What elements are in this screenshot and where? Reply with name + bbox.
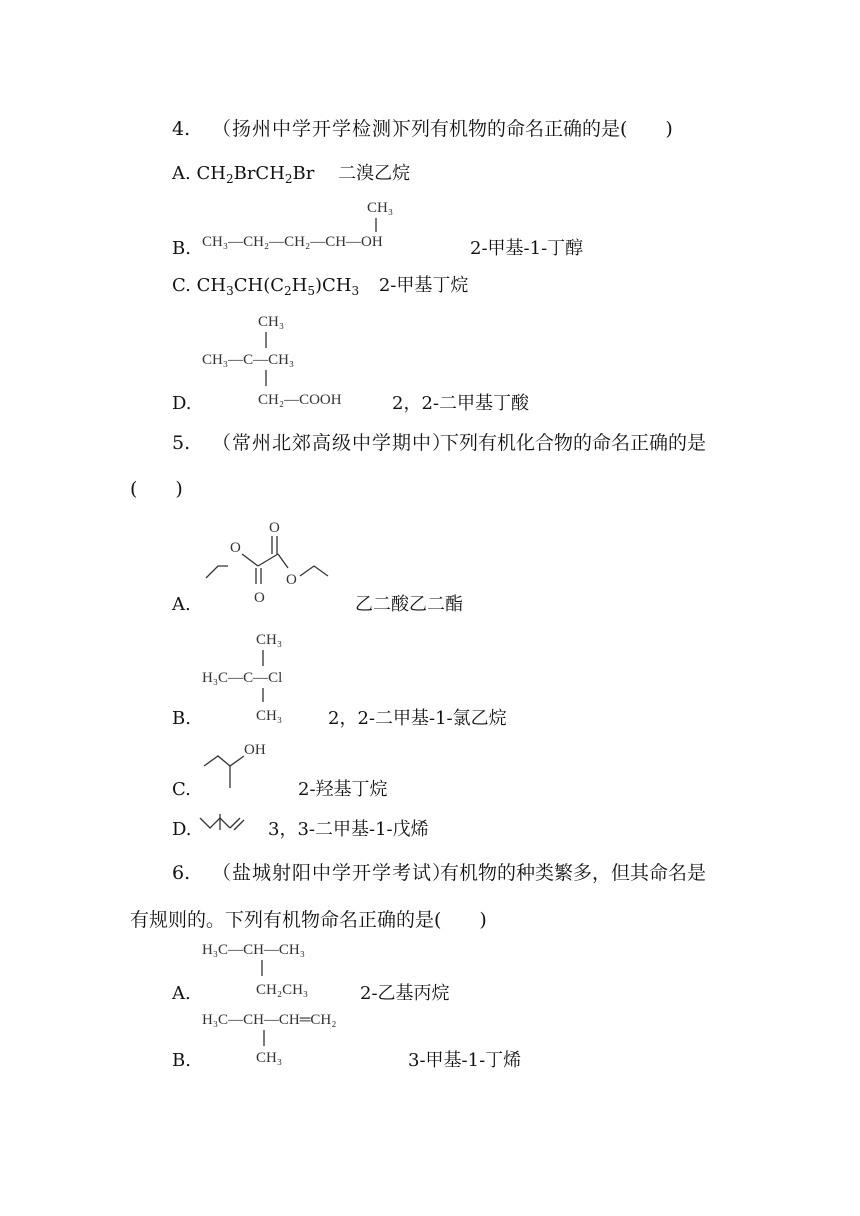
q6-option-a-letter: A. — [172, 983, 191, 1004]
q6-option-a-name: 2-乙基丙烷 — [360, 983, 450, 1004]
question-6-stem: 有机物的种类繁多，但其命名是 — [440, 862, 707, 884]
q4-option-c-formula: $CH_3CH(C_2H_5)CH_3$ — [196, 275, 360, 298]
q6-option-b-structure — [200, 1006, 400, 1068]
q5-option-b-name: 2，2-二甲基-1-氯乙烷 — [328, 708, 507, 729]
q4-option-a-name: 二溴乙烷 — [338, 163, 411, 184]
q5b-mid: H₃C—C—Cl — [202, 670, 283, 686]
q4-option-b-letter: B. — [172, 238, 191, 259]
q6b-top: H₃C—CH—CH═CH₂ — [202, 1012, 337, 1028]
q4-option-d-name: 2，2-二甲基丁酸 — [392, 393, 529, 414]
q5-option-d-structure — [198, 812, 260, 838]
q6b-bottom: CH₃ — [256, 1050, 283, 1066]
q5a-carbonyl-oxygen-bottom: O — [254, 590, 265, 606]
q4-option-c-letter: C. — [172, 275, 191, 296]
q5-option-c-structure — [200, 734, 290, 794]
question-5-answer-paren: ( ) — [130, 478, 183, 500]
q5a-ester-oxygen-right: O — [286, 572, 297, 588]
q5-option-a-letter: A. — [172, 594, 191, 615]
q4-option-a — [172, 163, 410, 190]
question-5-source: （常州北郊高级中学期中） — [212, 432, 453, 454]
q6-option-b-name: 3-甲基-1-丁烯 — [408, 1050, 522, 1071]
q5a-carbonyl-oxygen-top: O — [269, 520, 280, 536]
q5a-ester-oxygen-left: O — [230, 540, 241, 556]
q6a-bottom: CH₂CH₃ — [256, 982, 309, 998]
q6-option-b-letter: B. — [172, 1050, 191, 1071]
q6-option-a-structure — [200, 936, 350, 1000]
q4-option-c-name: 2-甲基丁烷 — [378, 275, 469, 296]
question-5-number: 5. — [172, 432, 191, 454]
question-6-source: （盐城射阳中学开学考试） — [212, 862, 453, 884]
q6a-top: H₃C—CH—CH₃ — [202, 942, 305, 958]
question-4-source: （扬州中学开学检测） — [212, 118, 413, 140]
q4d-top: CH₃ — [258, 314, 285, 330]
q5b-top: CH₃ — [256, 632, 283, 648]
question-4-number: 4. — [172, 118, 191, 140]
q5-option-c-letter: C. — [172, 779, 191, 800]
q5c-hydroxyl: OH — [244, 742, 266, 758]
q5-option-b-letter: B. — [172, 708, 191, 729]
q4b-top-group: CH₃ — [367, 200, 394, 216]
q4-option-b-structure — [200, 194, 450, 258]
q4-option-a-formula: $CH_2BrCH_2Br$ — [196, 163, 315, 186]
q5-option-a-structure — [200, 514, 340, 614]
q4d-bottom: CH₂—COOH — [258, 392, 342, 408]
q4b-chain: CH₃—CH₂—CH₂—CH—OH — [202, 234, 383, 250]
q5-option-d-name: 3，3-二甲基-1-戊烯 — [268, 819, 429, 840]
question-6-stem-continued: 有规则的。下列有机物命名正确的是( ) — [130, 909, 487, 931]
q5-option-a-name: 乙二酸乙二酯 — [355, 594, 463, 615]
q4-option-b-name: 2-甲基-1-丁醇 — [470, 238, 584, 259]
q4-option-a-letter: A. — [172, 163, 191, 184]
question-5-stem: 下列有机化合物的命名正确的是 — [440, 432, 707, 454]
q5-option-b-structure — [200, 624, 320, 724]
q4-option-d-letter: D. — [172, 393, 192, 414]
question-6-number: 6. — [172, 862, 191, 884]
q4d-mid: CH₃—C—CH₃ — [202, 352, 295, 368]
q5-option-d-letter: D. — [172, 819, 192, 840]
q5b-bottom: CH₃ — [256, 708, 283, 724]
q4-option-d-structure — [200, 308, 390, 408]
question-4-stem: 下列有机物的命名正确的是( ) — [392, 118, 673, 140]
q5-option-c-name: 2-羟基丁烷 — [298, 779, 388, 800]
q4-option-c — [172, 275, 468, 302]
